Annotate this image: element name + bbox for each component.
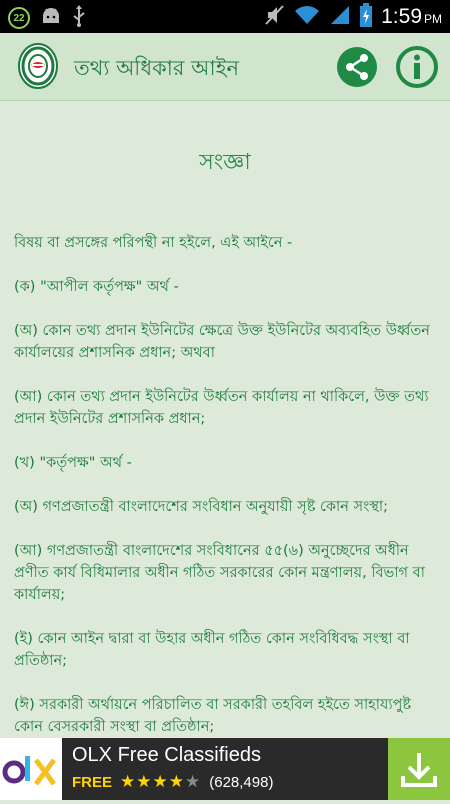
- section-title: সংজ্ঞা: [199, 150, 251, 175]
- clock: [381, 5, 442, 29]
- notification-count-badge: 22: [8, 7, 30, 29]
- definition-paragraph: (অ) গণপ্রজাতন্ত্রী বাংলাদেশের সংবিধান অনুযায়ী সৃষ্ট কোন সংস্থা;: [14, 499, 389, 515]
- definition-paragraph: (ঈ) সরকারী অর্থায়নে পরিচালিত বা সরকারী তহবিল হইতে সাহায্যপুষ্ট কোন বেসরকারী সংস্থা বা প্রতিষ্ঠান;: [14, 697, 412, 735]
- usb-icon: [72, 5, 86, 31]
- ad-title: OLX Free Classifieds: [72, 744, 261, 766]
- clock-ampm: PM: [424, 12, 442, 26]
- ad-price: FREE: [72, 773, 113, 791]
- app-logo-icon: [18, 43, 58, 89]
- download-icon: [388, 738, 450, 800]
- share-icon: [335, 45, 379, 89]
- android-debug-icon: [40, 7, 62, 29]
- ad-review-count: (628,498): [209, 773, 274, 791]
- ad-banner[interactable]: [0, 738, 450, 800]
- definition-paragraph: (আ) গণপ্রজাতন্ত্রী বাংলাদেশের সংবিধানের ৫৫(৬) অনুচ্ছেদের অধীন প্রণীত কার্য বিধিমালার অধীন গঠিত সরকারের কোন মন্ত্রণালয়, বিভাগ বা কার্যালয়;: [14, 543, 425, 603]
- content-area[interactable]: [0, 100, 450, 738]
- app-title: তথ্য অধিকার আইন: [74, 56, 240, 80]
- definition-paragraph: (ক) "আপীল কর্তৃপক্ষ" অর্থ -: [14, 279, 179, 295]
- definition-paragraph: (আ) কোন তথ্য প্রদান ইউনিটের উর্ধ্বতন কার্যালয় না থাকিলে, উক্ত তথ্য প্রদান ইউনিটের প্রশাসনিক প্রধান;: [14, 389, 429, 427]
- battery-icon: [360, 3, 372, 31]
- mute-icon: [265, 4, 285, 30]
- olx-logo-icon: [0, 738, 62, 800]
- definition-paragraph: (অ) কোন তথ্য প্রদান ইউনিটের ক্ষেত্রে উক্ত ইউনিটের অব্যবহিত উর্ধ্বতন কার্যালয়ের প্রশাসনিক প্রধান; অথবা: [14, 323, 430, 361]
- ad-subline: [72, 772, 273, 792]
- wifi-icon: [294, 4, 320, 30]
- share-button[interactable]: [335, 45, 379, 89]
- signal-icon: [329, 4, 351, 30]
- definition-paragraph: (ই) কোন আইন দ্বারা বা উহার অধীন গঠিত কোন সংবিধিবদ্ধ সংস্থা বা প্রতিষ্ঠান;: [14, 631, 410, 669]
- clock-time: 1:59: [381, 5, 422, 28]
- rating-stars-icon: ★★★★★: [120, 772, 202, 791]
- definition-paragraph: বিষয় বা প্রসঙ্গের পরিপন্থী না হইলে, এই আইনে -: [14, 235, 293, 251]
- app-bar: [0, 33, 450, 100]
- info-button[interactable]: [395, 45, 439, 89]
- status-bar: [0, 0, 450, 33]
- definition-paragraph: (খ) "কর্তৃপক্ষ" অর্থ -: [14, 455, 132, 471]
- info-icon: [395, 45, 439, 89]
- download-button[interactable]: [388, 738, 450, 800]
